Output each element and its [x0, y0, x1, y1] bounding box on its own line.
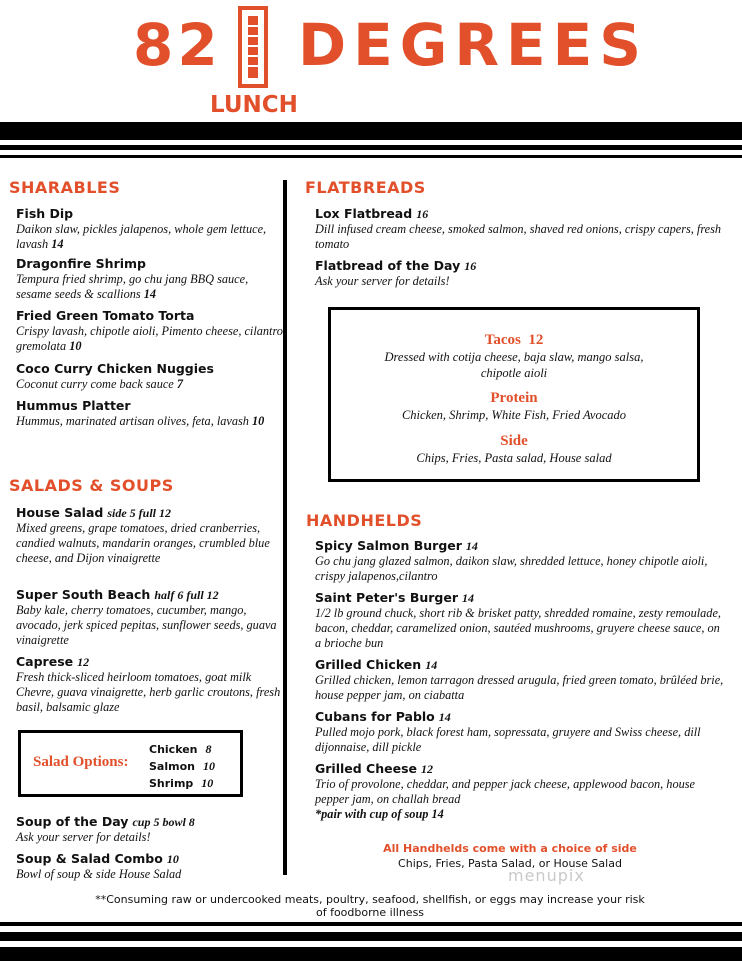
option-name: Shrimp: [149, 777, 194, 790]
item-desc: Grilled chicken, lemon tarragon dressed arugula, fried green tomato, brûléed brie, house pepper jam, on ciabatta: [315, 673, 724, 702]
item-desc: Coconut curry come back sauce: [16, 377, 174, 391]
salad-option: [149, 741, 215, 758]
item-name: Saint Peter's Burger: [315, 590, 459, 605]
menu-item: [315, 590, 725, 651]
tacos-title: Tacos: [484, 332, 521, 348]
top-stripe-mid: [0, 145, 742, 150]
menu-item: [315, 657, 725, 703]
protein-text: Chicken, Shrimp, White Fish, Fried Avocado: [401, 408, 627, 422]
menu-item: [16, 308, 284, 354]
flatbreads-title: FLATBREADS: [305, 178, 426, 197]
disclaimer-line-1: **Consuming raw or undercooked meats, poultry, seafood, shellfish, or eggs may increase your risk: [95, 893, 645, 906]
item-price: half 6 full 12: [154, 588, 219, 602]
item-price: 14: [462, 591, 475, 605]
item-name: Flatbread of the Day: [315, 258, 461, 273]
menu-item: [16, 361, 284, 392]
item-name: Lox Flatbread: [315, 206, 413, 221]
top-stripe-thin: [0, 155, 742, 158]
item-price: 16: [464, 259, 477, 273]
item-price: 10: [166, 852, 179, 866]
option-price: 8: [205, 742, 212, 756]
menu-item: [315, 206, 725, 252]
item-price: 14: [143, 287, 157, 301]
menu-item: [16, 398, 266, 429]
item-desc: Baby kale, cherry tomatoes, cucumber, mango, avocado, jerk spiced pepitas, sunflower seeds, guava vinaigrette: [16, 603, 277, 647]
salad-option: [149, 775, 215, 792]
option-name: Salmon: [149, 760, 195, 773]
item-name: Caprese: [16, 654, 74, 669]
side-title: Side: [500, 433, 528, 449]
item-price: 14: [51, 237, 64, 251]
item-price: 14: [438, 710, 451, 724]
salad-options-box: [18, 730, 243, 797]
item-name: Fish Dip: [16, 206, 74, 221]
menu-item: [315, 709, 725, 755]
item-desc: Go chu jang glazed salmon, daikon slaw, shredded lettuce, honey chipotle aioli, crispy jalapenos,cilantro: [315, 554, 708, 583]
bottom-stripe-thin: [0, 922, 742, 926]
item-name: Spicy Salmon Burger: [315, 538, 462, 553]
item-desc: Trio of provolone, cheddar, and pepper jack cheese, applewood bacon, house pepper jam, on challah bread: [315, 777, 695, 806]
item-name: Dragonfire Shrimp: [16, 256, 146, 271]
item-price: 16: [416, 207, 429, 221]
menu-subtitle: LUNCH: [210, 92, 298, 118]
item-desc: Tempura fried shrimp, go chu jang BBQ sauce, sesame seeds & scallions: [16, 272, 249, 301]
top-stripe-thick: [0, 122, 742, 140]
menu-item: [16, 206, 284, 252]
salad-options-label: Salad Options:: [33, 754, 129, 770]
menu-item: [16, 587, 284, 648]
item-desc: Ask your server for details!: [16, 830, 151, 844]
tacos-box: [328, 307, 700, 482]
item-name: Grilled Chicken: [315, 657, 422, 672]
watermark: menupix: [508, 866, 585, 885]
bottom-stripe-thick: [0, 947, 742, 961]
item-name: Fried Green Tomato Torta: [16, 308, 195, 323]
sharables-title: SHARABLES: [9, 178, 121, 197]
menu-item: [315, 258, 725, 289]
item-name: House Salad: [16, 505, 104, 520]
item-name: Coco Curry Chicken Nuggies: [16, 361, 214, 376]
item-desc: Fresh thick-sliced heirloom tomatoes, goat milk Chevre, guava vinaigrette, herb garlic croutons, fresh basil, balsamic glaze: [16, 670, 281, 714]
item-price: 7: [176, 377, 183, 391]
item-price: 12: [77, 655, 90, 669]
menu-item: [16, 256, 284, 302]
item-name: Super South Beach: [16, 587, 151, 602]
disclaimer-line-2: of foodborne illness: [315, 906, 425, 919]
item-desc: Daikon slaw, pickles jalapenos, whole gem lettuce, lavash: [16, 222, 267, 251]
item-desc: Hummus, marinated artisan olives, feta, lavash: [16, 414, 249, 428]
menu-item: [315, 761, 725, 822]
side-text: Chips, Fries, Pasta salad, House salad: [416, 451, 612, 465]
salad-option: [149, 758, 215, 775]
protein-title: Protein: [490, 390, 538, 406]
thermometer-icon: [238, 6, 268, 88]
item-price: side 5 full 12: [107, 506, 171, 520]
menu-header: [0, 0, 742, 120]
logo-word: DEGREES: [298, 11, 649, 79]
item-name: Hummus Platter: [16, 398, 131, 413]
tacos-desc: Dressed with cotija cheese, baja slaw, mango salsa, chipotle aioli: [384, 350, 644, 380]
note-text: Chips, Fries, Pasta Salad, or House Salad: [398, 857, 622, 870]
item-name: Soup of the Day: [16, 814, 129, 829]
item-name: Cubans for Pablo: [315, 709, 435, 724]
bottom-stripe-mid: [0, 932, 742, 941]
item-desc: Mixed greens, grape tomatoes, dried cranberries, candied walnuts, mandarin oranges, crumbled blue cheese, and Dijon vinaigrette: [16, 521, 270, 565]
item-desc: Crispy lavash, chipotle aioli, Pimento cheese, cilantro gremolata: [16, 324, 283, 353]
menu-item: [16, 851, 284, 882]
option-price: 10: [202, 759, 215, 773]
item-price: 10: [252, 414, 265, 428]
option-name: Chicken: [149, 743, 198, 756]
menu-item: [16, 505, 284, 566]
handhelds-title: HANDHELDS: [306, 511, 423, 530]
item-price: 10: [69, 339, 82, 353]
item-extra: *pair with cup of soup 14: [315, 807, 444, 821]
salads-title: SALADS & SOUPS: [9, 476, 174, 495]
note-title: All Handhelds come with a choice of side: [383, 842, 637, 855]
menu-item: [16, 654, 284, 715]
item-desc: Dill infused cream cheese, smoked salmon, shaved red onions, crispy capers, fresh tomato: [315, 222, 722, 251]
item-desc: Ask your server for details!: [315, 274, 450, 288]
menu-item: [16, 814, 284, 845]
tacos-price: 12: [528, 332, 544, 348]
item-name: Grilled Cheese: [315, 761, 418, 776]
option-price: 10: [201, 776, 214, 790]
item-price: 14: [465, 539, 478, 553]
logo-number: 82: [133, 11, 222, 79]
item-name: Soup & Salad Combo: [16, 851, 163, 866]
item-desc: Pulled mojo pork, black forest ham, sopressata, gruyere and Swiss cheese, dill dijonnaise, dill pickle: [315, 725, 701, 754]
item-price: 12: [421, 762, 434, 776]
item-price: cup 5 bowl 8: [132, 815, 195, 829]
menu-item: [315, 538, 725, 584]
item-desc: Bowl of soup & side House Salad: [16, 867, 182, 881]
item-desc: 1/2 lb ground chuck, short rib & brisket patty, shredded romaine, zesty remoulade, bacon, cheddar, caramelized onion, sautéed mushrooms, gruyere cheese sauce, on a brioche bun: [315, 606, 721, 650]
disclaimer: [90, 893, 650, 919]
item-price: 14: [425, 658, 438, 672]
